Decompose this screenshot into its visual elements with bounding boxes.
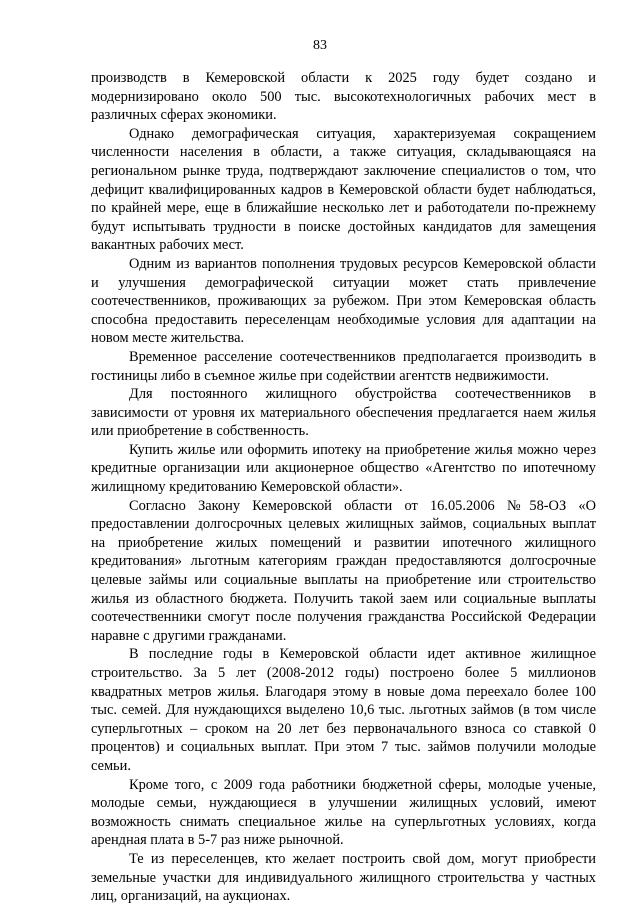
paragraph-temporary-housing: Временное расселение соотечественников предполагается производить в гостиницы либо в съемное жилье при содействии агентств недвижимости.	[91, 348, 596, 384]
paragraph-labor-resources: Одним из вариантов пополнения трудовых ресурсов Кемеровской области и улучшения демографической ситуации может стать привлечение соотечественников, проживающих за рубежом. При этом Кемеровская область способна предоставить переселенцам необходимые условия для адаптации на новом месте жительства.	[91, 255, 596, 347]
paragraph-permanent-housing: Для постоянного жилищного обустройства соотечественников в зависимости от уровня их материального обеспечения предлагается наем жилья или приобретение в собственность.	[91, 386, 596, 440]
page-number: 83	[313, 38, 327, 53]
paragraph-housing-construction: В последние годы в Кемеровской области идет активное жилищное строительство. За 5 лет (2008-2012 годы) построено более 5 миллионов квадратных метров жилья. Благодаря этому в новые дома переехало более 100 тыс. семей. Для нуждающихся выделено 10,6 тыс. льготных займов (в том числе суперльготных – сроком на 20 лет без первоначального взноса со ставкой 0 процентов) и социальных выплат. При этом 7 тыс. займов получили молодые семьи.	[91, 646, 596, 774]
paragraph-continuation: производств в Кемеровской области к 2025 году будет создано и модернизировано около 500 тыс. высокотехнологичных рабочих мест в различных сферах экономики.	[91, 70, 596, 124]
paragraph-public-sector-housing: Кроме того, с 2009 года работники бюджетной сферы, молодые ученые, молодые семьи, нуждающиеся в улучшении жилищных условий, имеют возможность снимать специальное жилье на суперльготных условиях, когда арендная плата в 5-7 раз ниже рыночной.	[91, 776, 596, 849]
paragraph-mortgage: Купить жилье или оформить ипотеку на приобретение жилья можно через кредитные организации или акционерное общество «Агентство по ипотечному жилищному кредитованию Кемеровской области».	[91, 441, 596, 496]
paragraph-regional-law: Согласно Закону Кемеровской области от 16.05.2006 №58-ОЗ «О предоставлении долгосрочных целевых жилищных займов, социальных выплат на приобретение жилых помещений и развитии ипотечного жилищного кредитования» льготным категориям граждан предоставляются долгосрочные целевые займы или социальные выплаты на приобретение или строительство жилья из областного бюджета. Получить такой заем или социальные выплаты соотечественники смогут после получения гражданства Российской Федерации наравне с другими гражданами.	[91, 497, 596, 644]
paragraph-land-plots: Те из переселенцев, кто желает построить свой дом, могут приобрести земельные участки для индивидуального жилищного строительства у частных лиц, организаций, на аукционах.	[91, 850, 596, 905]
paragraph-demographic-situation: Однако демографическая ситуация, характеризуемая сокращением численности населения в области, а также ситуация, складывающаяся на региональном рынке труда, подтверждают заключение специалистов о том, что дефицит квалифицированных кадров в Кемеровской области будет наблюдаться, по крайней мере, еще в ближайшие несколько лет и работодатели по-прежнему будут испытывать трудности в поиске достойных кандидатов для замещения вакантных рабочих мест.	[91, 125, 596, 254]
document-body	[91, 69, 596, 906]
